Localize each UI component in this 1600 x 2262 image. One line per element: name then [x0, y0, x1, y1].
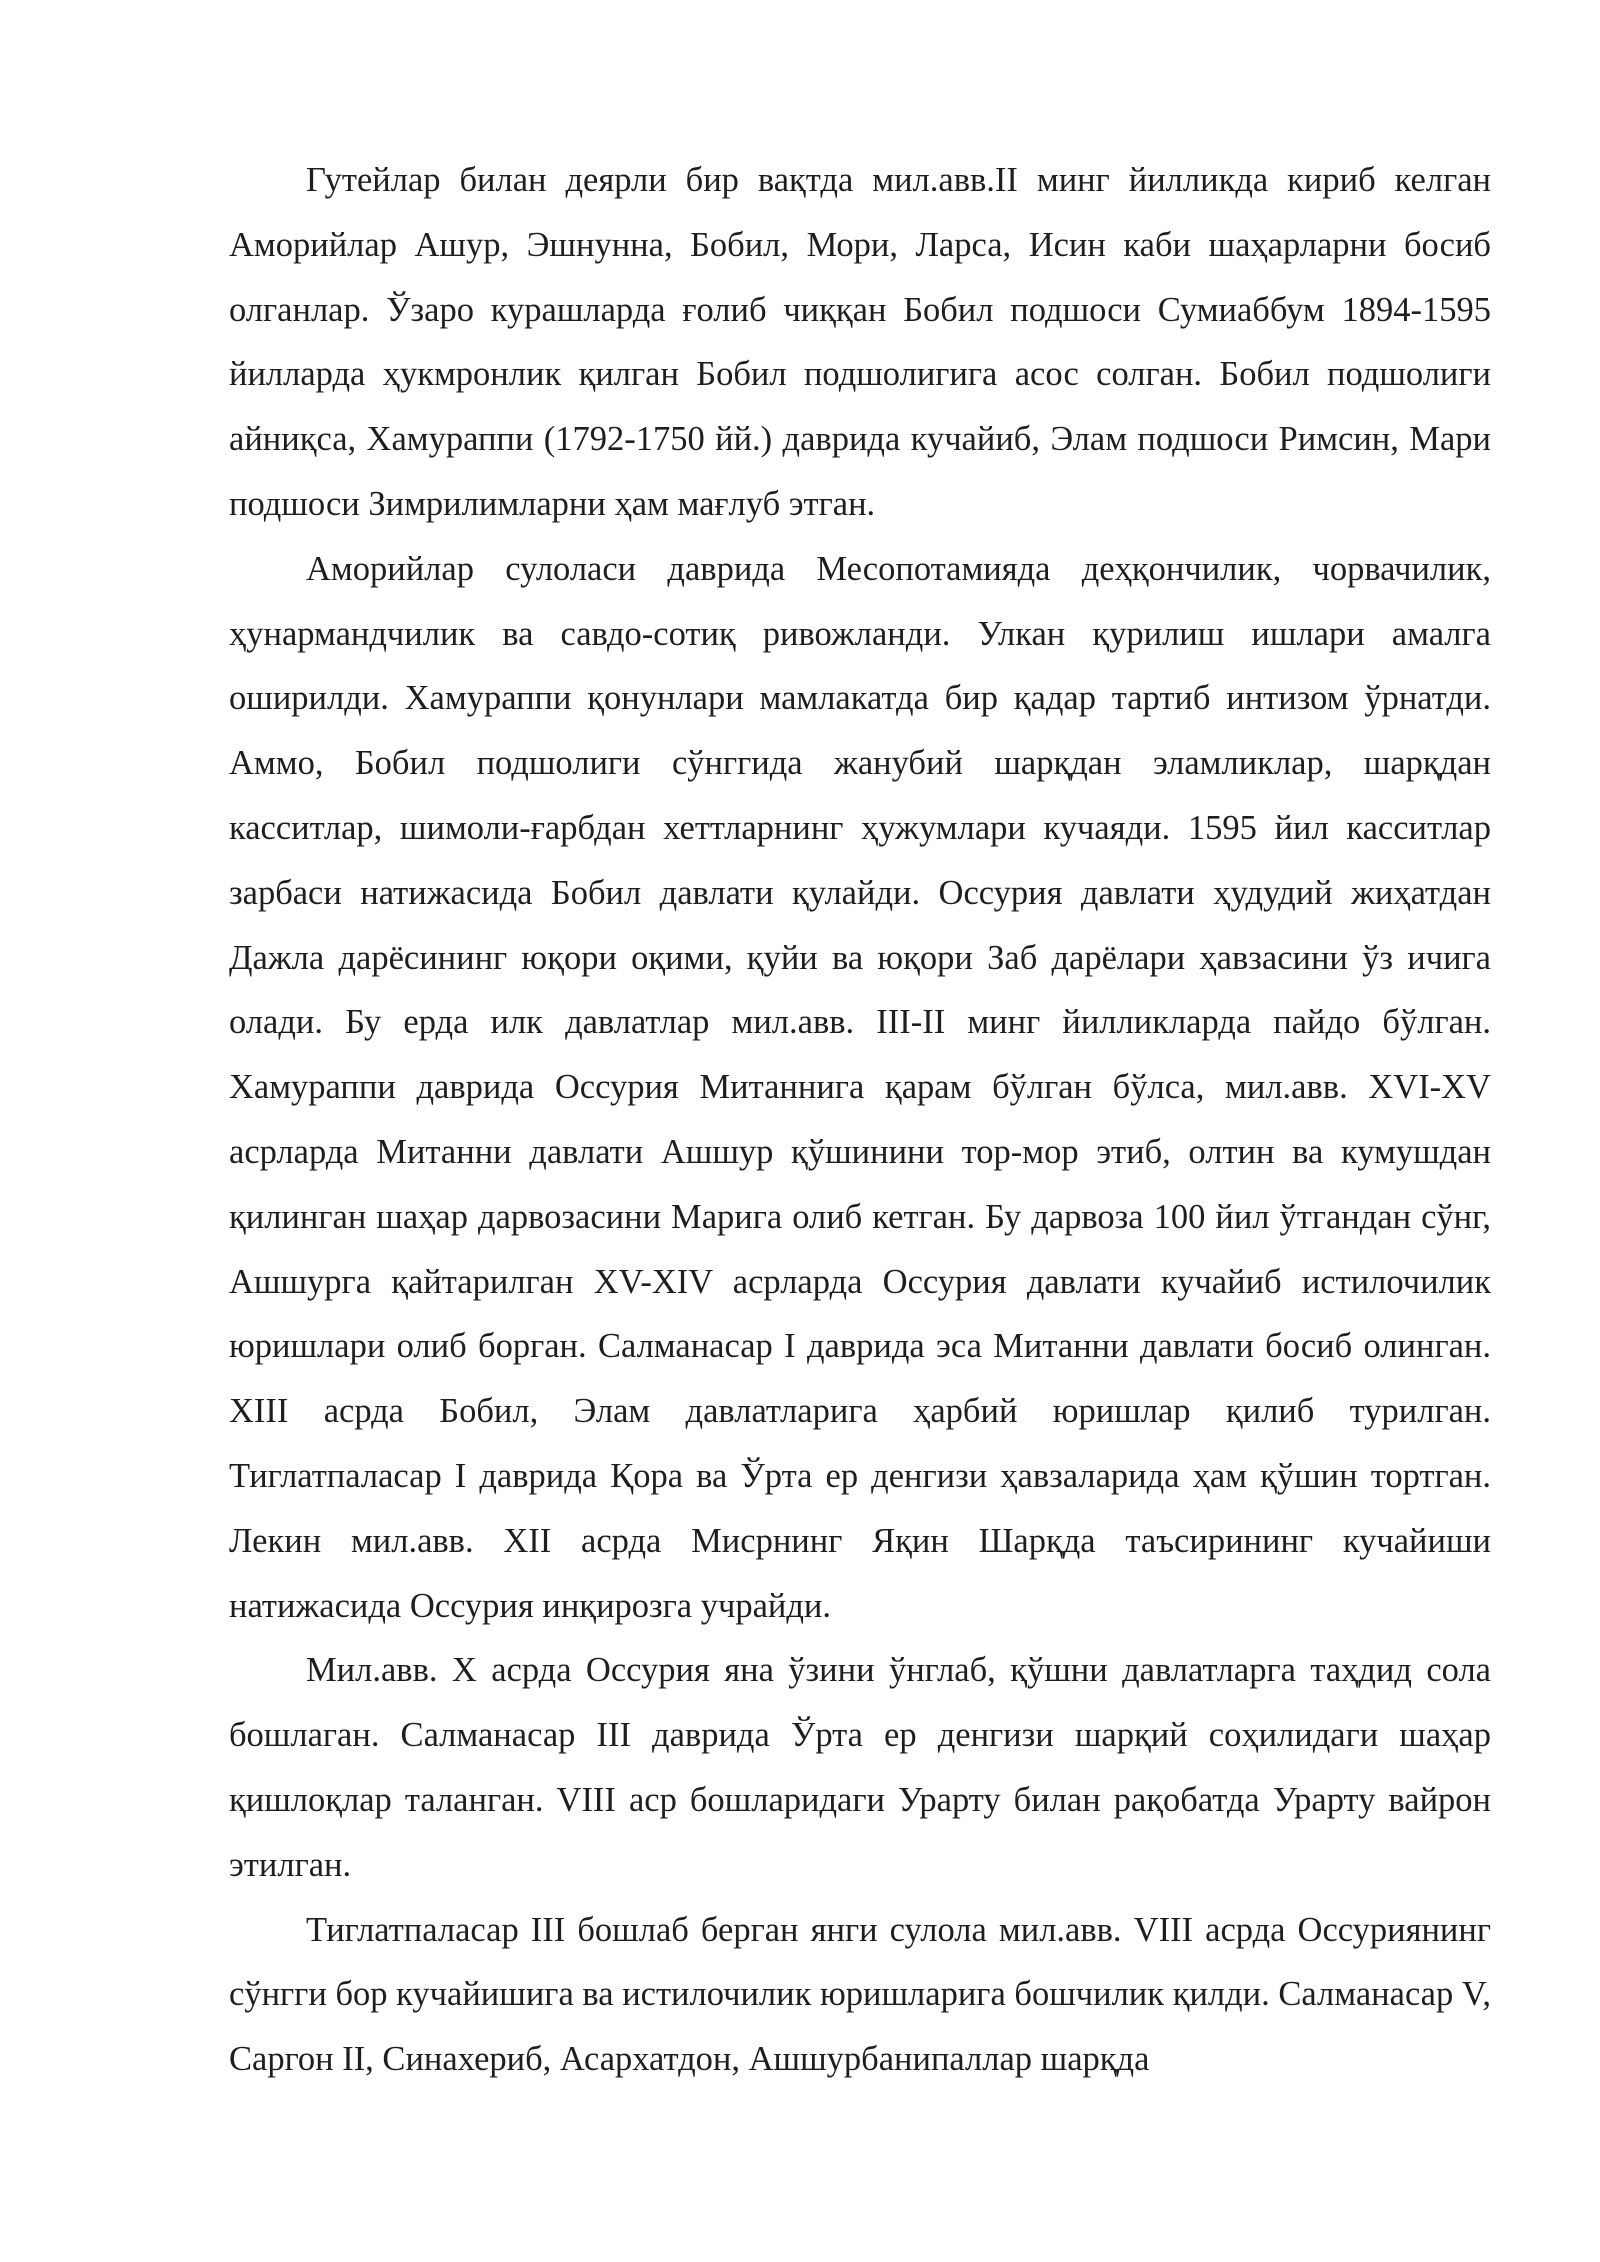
- document-page: [229, 148, 1491, 2092]
- paragraph-4: Тиглатпаласар III бошлаб берган янги сулола мил.авв. VIII асрда Оссуриянинг сўнгги бор кучайишига ва истилочилик юришларига бошчилик қилди. Салманасар V, Саргон II, Синахериб, Асархатдон, Ашшурбанипаллар шарқда: [229, 1910, 1491, 2079]
- paragraph-1: Гутейлар билан деярли бир вақтда мил.авв.II минг йилликда кириб келган Аморийлар Ашур, Эшнунна, Бобил, Мори, Ларса, Исин каби шаҳарларни босиб олганлар. Ўзаро курашларда ғолиб чиққан Бобил подшоси Сумиаббум 1894-1595 йилларда ҳукмронлик қилган Бобил подшолигига асос солган. Бобил подшолиги айниқса, Хамураппи (1792-1750 йй.) даврида кучайиб, Элам подшоси Римсин, Мари подшоси Зимрилимларни ҳам мағлуб этган.: [229, 161, 1491, 523]
- paragraph-3: Мил.авв. X асрда Оссурия яна ўзини ўнглаб, қўшни давлатларга таҳдид сола бошлаган. Салманасар III даврида Ўрта ер денгизи шарқий соҳилидаги шаҳар қишлоқлар таланган. VIII аср бошларидаги Урарту билан рақобатда Урарту вайрон этилган.: [229, 1651, 1491, 1884]
- paragraph-2: Аморийлар сулоласи даврида Месопотамияда деҳқончилик, чорвачилик, ҳунармандчилик ва савдо-сотиқ ривожланди. Улкан қурилиш ишлари амалга оширилди. Хамураппи қонунлари мамлакатда бир қадар тартиб интизом ўрнатди. Аммо, Бобил подшолиги сўнггида жанубий шарқдан эламликлар, шарқдан касситлар, шимоли-ғарбдан хеттларнинг ҳужумлари кучаяди. 1595 йил касситлар зарбаси натижасида Бобил давлати қулайди. Оссурия давлати ҳудудий жиҳатдан Дажла дарёсининг юқори оқими, қуйи ва юқори Заб дарёлари ҳавзасини ўз ичига олади. Бу ерда илк давлатлар мил.авв. III-II минг йилликларда пайдо бўлган. Хамураппи даврида Оссурия Митаннига қарам бўлган бўлса, мил.авв. XVI-XV асрларда Митанни давлати Ашшур қўшинини тор-мор этиб, олтин ва кумушдан қилинган шаҳар дарвозасини Марига олиб кетган. Бу дарвоза 100 йил ўтгандан сўнг, Ашшурга қайтарилган XV-XIV асрларда Оссурия давлати кучайиб истилочилик юришлари олиб борган. Салманасар I даврида эса Митанни давлати босиб олинган. XIII асрда Бобил, Элам давлатларига ҳарбий юришлар қилиб турилган. Тиглатпаласар I даврида Қора ва Ўрта ер денгизи ҳавзаларида ҳам қўшин тортган. Лекин мил.авв. XII асрда Мисрнинг Яқин Шарқда таъсирининг кучайиши натижасида Оссурия инқирозга учрайди.: [229, 549, 1491, 1625]
